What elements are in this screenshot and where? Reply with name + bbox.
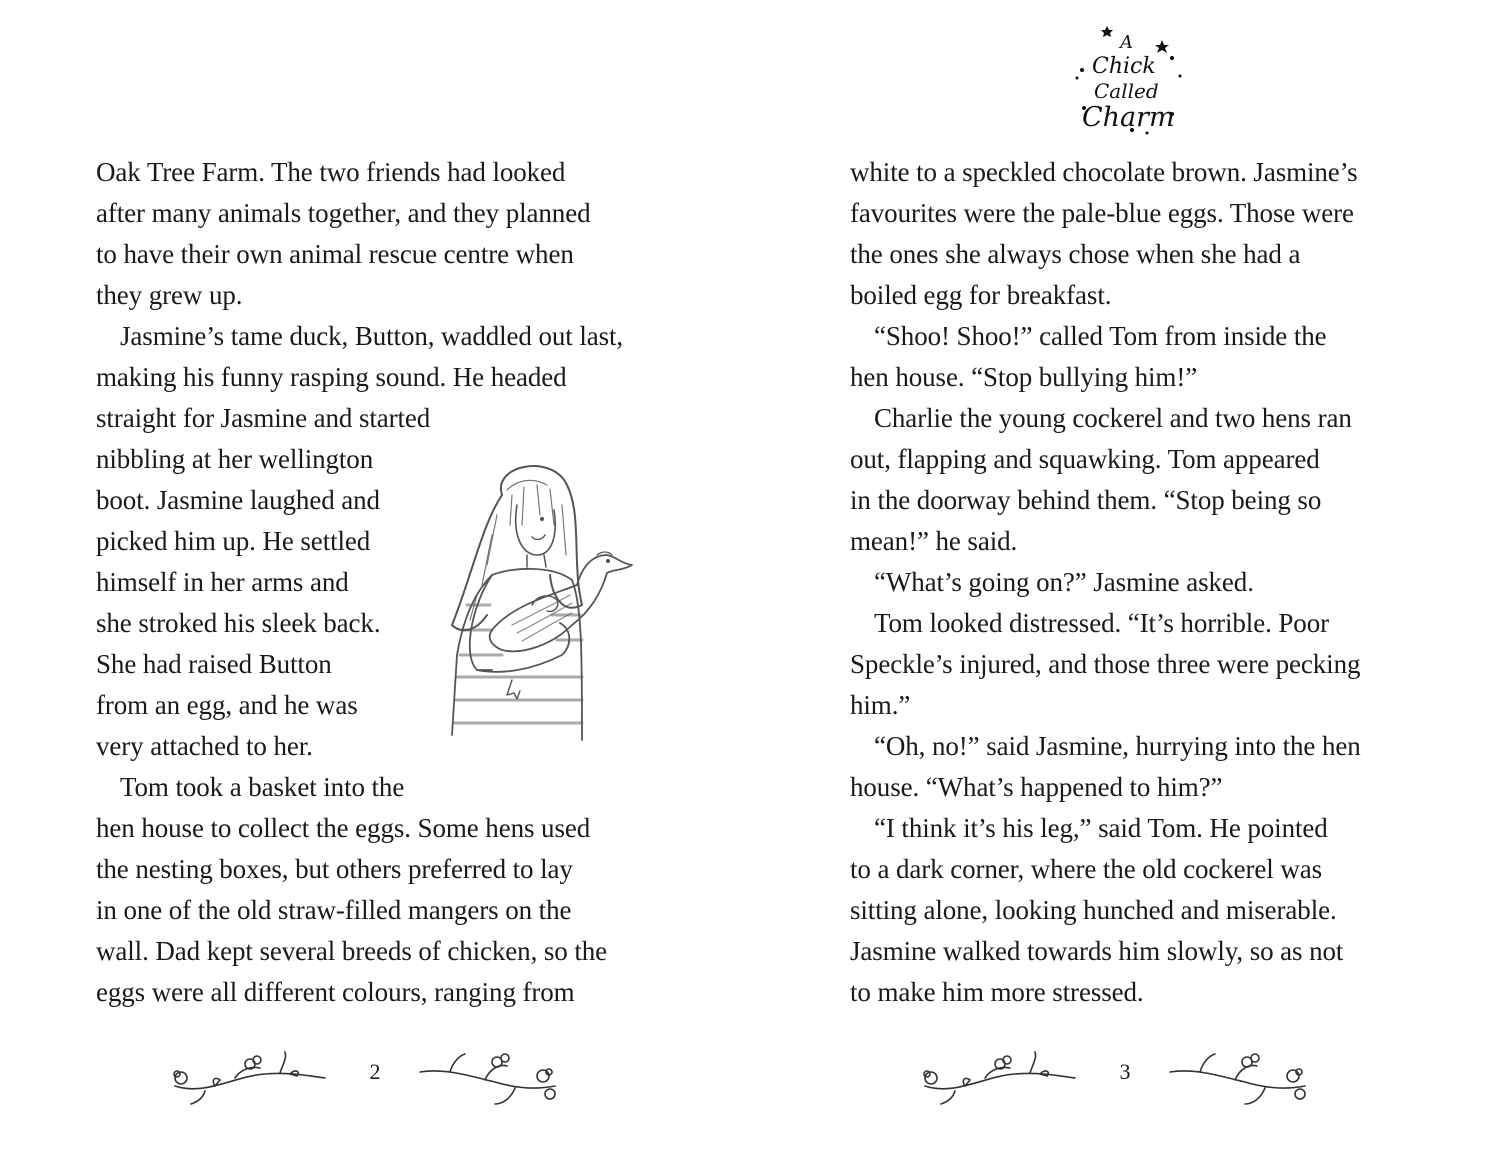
text-line: to make him more stressed.: [850, 977, 1144, 1007]
text-line: “Oh, no!” said Jasmine, hurrying into the hen: [874, 731, 1361, 761]
series-logo: [1072, 18, 1192, 138]
logo-word: A: [1120, 32, 1133, 53]
text-line: Charlie the young cockerel and two hens ran: [874, 403, 1352, 433]
right-page: [750, 0, 1500, 1151]
text-line: she stroked his sleek back.: [96, 608, 381, 638]
text-line: Jasmine’s tame duck, Button, waddled out last,: [120, 321, 624, 351]
text-line: from an egg, and he was: [96, 690, 358, 720]
text-line: the ones she always chose when she had a: [850, 239, 1301, 269]
text-line: She had raised Button: [96, 649, 332, 679]
text-line: to a dark corner, where the old cockerel was: [850, 854, 1323, 884]
text-line: wall. Dad kept several breeds of chicken, so the: [96, 936, 608, 966]
text-line: Oak Tree Farm. The two friends had looked: [96, 157, 566, 187]
text-line: they grew up.: [96, 280, 243, 310]
logo-word: Charm: [1082, 102, 1175, 133]
text-line: “I think it’s his leg,” said Tom. He pointed: [874, 813, 1328, 843]
page-number: 2: [369, 1059, 381, 1084]
text-line: to have their own animal rescue centre when: [96, 239, 574, 269]
text-line: Speckle’s injured, and those three were pecking: [850, 649, 1361, 679]
text-line: Jasmine walked towards him slowly, so as not: [850, 936, 1344, 966]
text-line: mean!” he said.: [850, 526, 1018, 556]
text-line: boot. Jasmine laughed and: [96, 485, 380, 515]
text-line: making his funny rasping sound. He headed: [96, 362, 567, 392]
text-line: after many animals together, and they planned: [96, 198, 591, 228]
text-line: out, flapping and squawking. Tom appeared: [850, 444, 1320, 474]
girl-holding-duck-illustration: [432, 455, 642, 745]
text-line: the nesting boxes, but others preferred to lay: [96, 854, 573, 884]
text-line: picked him up. He settled: [96, 526, 371, 556]
text-line: boiled egg for breakfast.: [850, 280, 1112, 310]
text-line: very attached to her.: [96, 731, 313, 761]
floral-ornament-right: [415, 1046, 560, 1112]
floral-ornament-left: [915, 1046, 1080, 1112]
page-number: 3: [1119, 1059, 1131, 1084]
text-line: “What’s going on?” Jasmine asked.: [874, 567, 1254, 597]
text-line: hen house. “Stop bullying him!”: [850, 362, 1198, 392]
text-line: in one of the old straw-filled mangers on the: [96, 895, 572, 925]
text-line: favourites were the pale-blue eggs. Those were: [850, 198, 1354, 228]
logo-word: Called: [1094, 79, 1159, 103]
text-line: himself in her arms and: [96, 567, 349, 597]
text-line: Tom took a basket into the: [120, 772, 405, 802]
logo-word: Chick: [1092, 54, 1156, 79]
text-line: eggs were all different colours, ranging from: [96, 977, 575, 1007]
text-line: hen house to collect the eggs. Some hens used: [96, 813, 591, 843]
text-line: Tom looked distressed. “It’s horrible. Poor: [874, 608, 1329, 638]
text-line: “Shoo! Shoo!” called Tom from inside the: [874, 321, 1327, 351]
text-line: him.”: [850, 690, 911, 720]
text-line: sitting alone, looking hunched and miserable.: [850, 895, 1337, 925]
text-line: white to a speckled chocolate brown. Jasmine’s: [850, 157, 1358, 187]
text-line: house. “What’s happened to him?”: [850, 772, 1223, 802]
text-line: straight for Jasmine and started: [96, 403, 431, 433]
floral-ornament-left: [165, 1046, 330, 1112]
text-line: nibbling at her wellington: [96, 444, 374, 474]
text-line: in the doorway behind them. “Stop being so: [850, 485, 1322, 515]
floral-ornament-right: [1165, 1046, 1310, 1112]
